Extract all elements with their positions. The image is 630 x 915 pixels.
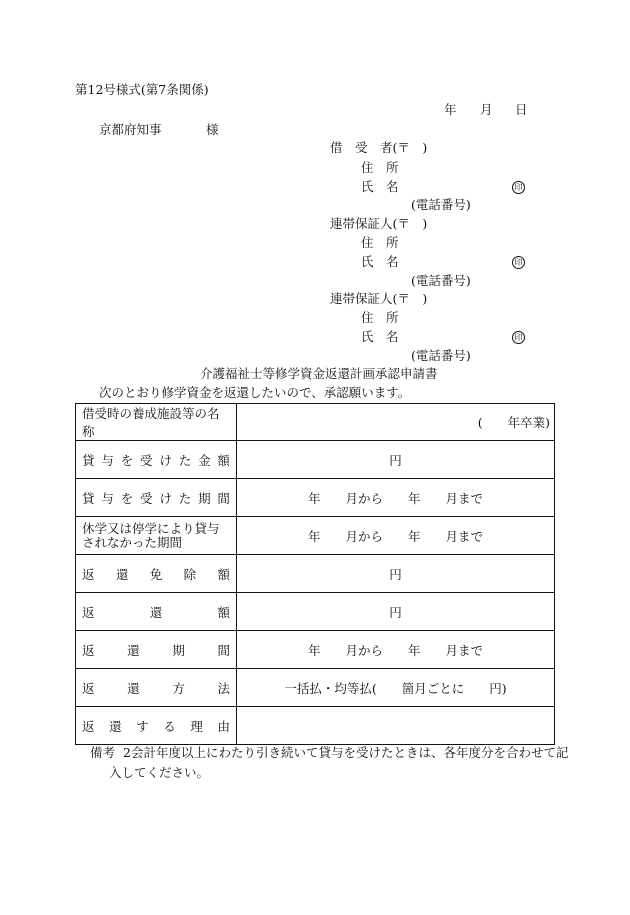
label-char: 額 — [217, 604, 230, 620]
row-value: ( 年卒業) — [237, 404, 555, 441]
label-char: 金 — [198, 452, 211, 468]
party-address-label: 住 所 — [361, 160, 399, 175]
table-row — [76, 479, 555, 517]
row-label — [76, 631, 237, 669]
label-char: 法 — [217, 680, 230, 696]
label-char: 返 — [82, 680, 95, 696]
seal-mark: 印 — [512, 181, 525, 194]
party-role: 借 受 者(〒 ) — [330, 140, 428, 155]
table-row — [76, 593, 555, 631]
label-char: 還 — [127, 680, 140, 696]
form-number: 第12号様式(第7条関係) — [75, 82, 209, 97]
table-row — [76, 441, 555, 479]
label-char: 間 — [217, 490, 230, 506]
distributed-label — [82, 641, 230, 659]
party-phone-label: (電話番号) — [411, 273, 471, 288]
label-char: 由 — [217, 718, 230, 734]
note-line-2: 入してください。 — [109, 765, 210, 780]
table-row — [76, 517, 555, 555]
label-char: す — [136, 718, 149, 734]
seal-icon — [512, 255, 525, 269]
row-value: 年 月から 年 月まで — [237, 479, 555, 517]
row-label — [76, 555, 237, 593]
date-month: 月 — [480, 102, 493, 117]
party-name-label: 氏 名 — [361, 179, 399, 194]
date-year: 年 — [444, 102, 457, 117]
label-char: け — [159, 490, 172, 506]
date-day: 日 — [515, 102, 528, 117]
row-label — [76, 707, 237, 745]
label-char: 返 — [82, 604, 95, 620]
seal-icon — [512, 180, 525, 194]
label-char: 方 — [172, 680, 185, 696]
note-label: 備考 — [90, 745, 116, 760]
label-char: 還 — [109, 718, 122, 734]
row-label: 借受時の養成施設等の名称 — [76, 404, 237, 441]
distributed-label — [82, 451, 230, 469]
row-label — [76, 593, 237, 631]
addressee-honorific: 様 — [206, 122, 219, 137]
label-char: け — [159, 452, 172, 468]
label-char: 受 — [140, 490, 153, 506]
distributed-label — [82, 489, 230, 507]
label-char: 貸 — [82, 490, 95, 506]
application-table — [75, 403, 555, 745]
label-char: た — [178, 452, 192, 468]
row-value: 円 — [237, 593, 555, 631]
label-char: 除 — [183, 566, 197, 582]
row-value — [237, 707, 555, 745]
row-value: 年 月から 年 月まで — [237, 631, 555, 669]
row-label — [76, 669, 237, 707]
party-phone-label: (電話番号) — [411, 348, 471, 363]
row-value: 円 — [237, 441, 555, 479]
label-char: 免 — [149, 566, 163, 582]
table-row — [76, 555, 555, 593]
party-address-label: 住 所 — [361, 310, 399, 325]
document-title: 介護福祉士等修学資金返還計画承認申請書 — [200, 366, 438, 381]
label-char: る — [163, 718, 176, 734]
row-value: 一括払・均等払( 箇月ごとに 円) — [237, 669, 555, 707]
distributed-label — [82, 717, 230, 735]
row-label — [76, 479, 237, 517]
distributed-label — [82, 679, 230, 697]
distributed-label — [82, 565, 230, 583]
label-char: 返 — [82, 718, 95, 734]
label-char: 理 — [190, 718, 203, 734]
row-value: 年 月から 年 月まで — [237, 517, 555, 555]
party-role: 連帯保証人(〒 ) — [330, 291, 428, 306]
table-row — [76, 631, 555, 669]
label-char: 貸 — [82, 452, 95, 468]
label-char: 還 — [127, 642, 140, 658]
party-name-label: 氏 名 — [361, 329, 399, 344]
table-row — [76, 404, 555, 441]
label-char: 返 — [82, 566, 95, 582]
row-label — [76, 441, 237, 479]
table-row — [76, 707, 555, 745]
label-char: 額 — [217, 566, 230, 582]
label-char: 間 — [217, 642, 230, 658]
label-char: 期 — [172, 642, 185, 658]
label-char: を — [120, 452, 134, 468]
party-address-label: 住 所 — [361, 235, 399, 250]
addressee-name: 京都府知事 — [99, 122, 162, 137]
seal-icon — [512, 330, 525, 344]
table-row — [76, 669, 555, 707]
party-role: 連帯保証人(〒 ) — [330, 216, 428, 231]
label-char: 期 — [198, 490, 211, 506]
label-char: 与 — [101, 490, 114, 506]
seal-mark: 印 — [512, 256, 525, 269]
row-value: 円 — [237, 555, 555, 593]
label-char: 額 — [217, 452, 230, 468]
seal-mark: 印 — [512, 331, 525, 344]
label-char: た — [178, 490, 192, 506]
row-label: 休学又は停学により貸与されなかった期間 — [76, 517, 237, 555]
intro-text: 次のとおり修学資金を返還したいので、承認願います。 — [99, 385, 411, 400]
distributed-label — [82, 603, 230, 621]
note-line-1: 2会計年度以上にわたり引き続いて貸与を受けたときは、各年度分を合わせて記 — [123, 745, 569, 760]
party-name-label: 氏 名 — [361, 254, 399, 269]
label-char: を — [120, 490, 134, 506]
label-char: 還 — [149, 604, 163, 620]
label-char: 返 — [82, 642, 95, 658]
label-char: 与 — [101, 452, 114, 468]
label-char: 受 — [140, 452, 153, 468]
label-char: 還 — [115, 566, 129, 582]
party-phone-label: (電話番号) — [411, 197, 471, 212]
